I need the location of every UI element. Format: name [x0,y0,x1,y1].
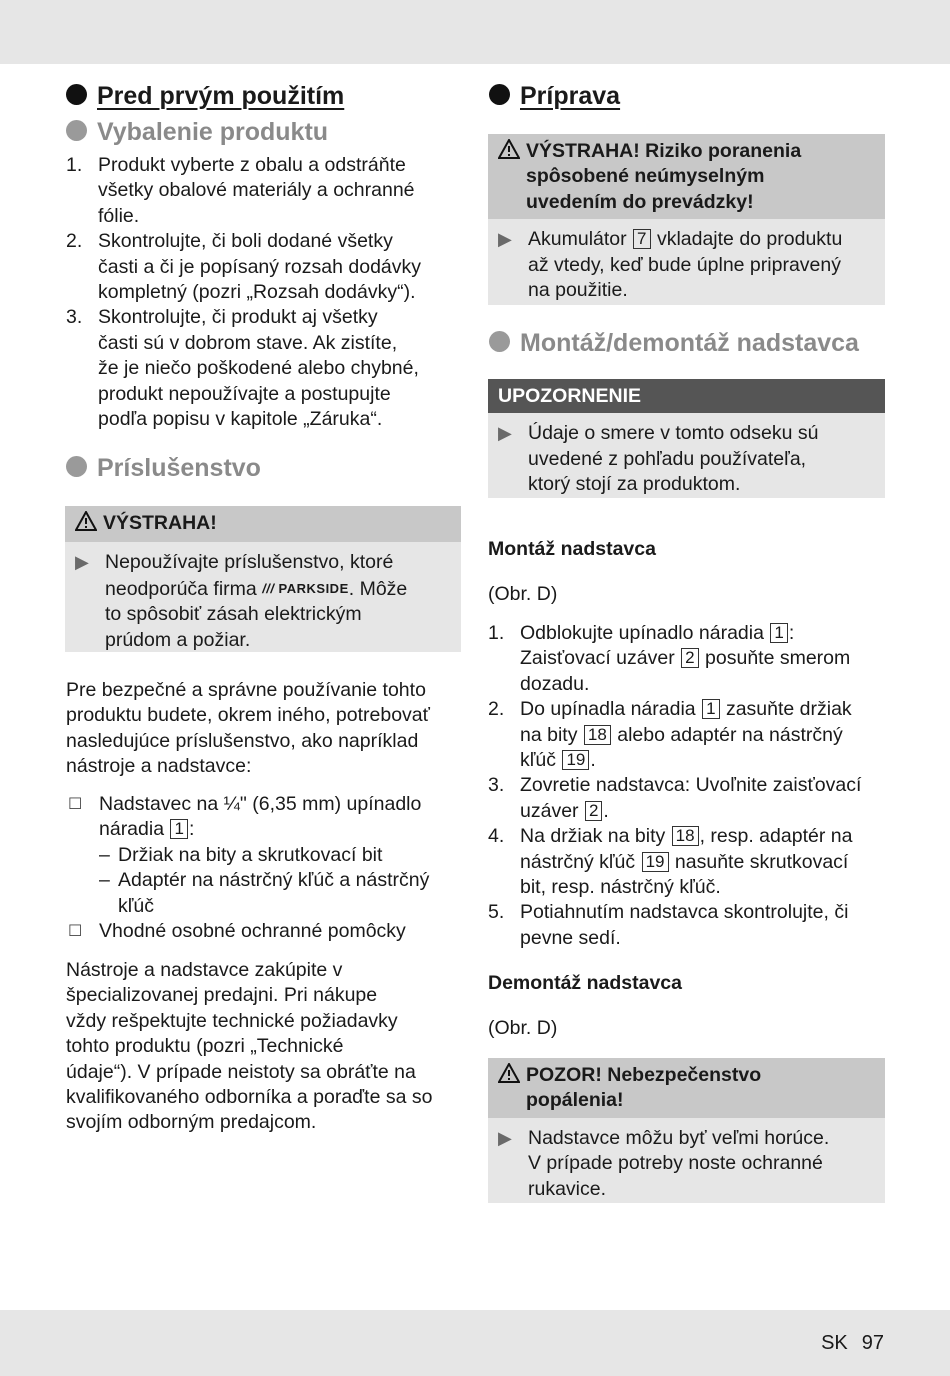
warning-body: ▶ Nepoužívajte príslušenstvo, ktoré neodporúča firma /// PARKSIDE. Môže to spôsobiť zásah elektrickým prúdom a požiar. [75,551,408,651]
list-item: ☐ Nadstavec na ¼" (6,35 mm) upínadlo náradia 1 : – Držiak na bity a skrutkovací bit – Adaptér na nástrčný kľúč a nástrčný kľúč [66,792,466,919]
page-footer [807,1331,884,1355]
top-bar [0,0,950,64]
warning-header: VÝSTRAHA! Riziko poranenia spôsobené neúmyselným uvedením do prevádzky! [488,134,885,219]
figure-ref: (Obr. D) [488,583,558,605]
list-item: – Držiak na bity a skrutkovací bit [99,843,383,866]
section-title-preparation: Príprava [489,81,620,111]
arrow-right-icon: ▶ [75,552,89,573]
page-number: 97 [861,1332,884,1354]
checkbox-square-icon: ☐ [68,796,83,813]
list-item: 1. Odblokujte upínadlo náradia 1 : Zaisťovací uzáver 2 posuňte smerom dozadu. [488,622,851,695]
note-box [488,379,885,498]
list-item: ☐ Vhodné osobné ochranné pomôcky [66,919,466,944]
bullet-dot-icon [489,84,510,105]
reference-number: 2 [585,801,602,821]
list-item: 1. Produkt vyberte z obalu a odstráňte všetky obalové materiály a ochranné fólie. [66,154,415,227]
heading-dismount: Demontáž nadstavca [488,972,682,994]
list-item: 3. Skontrolujte, či produkt aj všetky časti sú v dobrom stave. Ak zistíte, že je niečo poškodené alebo chybné, produkt nepoužívajte a postupujte podľa popisu v kapitole „Záruka“. [66,306,419,431]
language-code: SK [821,1332,848,1354]
reference-number: 1 [770,623,787,643]
reference-number: 7 [633,229,650,249]
arrow-right-icon: ▶ [498,423,512,444]
list-item: 4. Na držiak na bity 18 , resp. adaptér na nástrčný kľúč 19 nasuňte skrutkovací bit, resp. nástrčný kľúč. [488,825,853,899]
list-item: 5. Potiahnutím nadstavca skontrolujte, či pevne sedí. [488,901,849,949]
note-header: UPOZORNENIE [488,379,885,413]
parkside-logo: /// PARKSIDE [262,580,349,596]
reference-number: 1 [170,819,187,839]
warning-header: POZOR! Nebezpečenstvo popálenia! [488,1058,885,1118]
reference-number: 2 [681,648,698,668]
warning-triangle-icon [498,139,520,215]
heading-unpacking: Vybalenie produktu [66,117,328,147]
bullet-dot-icon [489,331,510,352]
caution-box-burn [488,1058,885,1203]
warning-header: VÝSTRAHA! [65,506,461,542]
arrow-right-icon: ▶ [498,1127,512,1148]
warning-body: ▶ Nadstavce môžu byť veľmi horúce. V prípade potreby noste ochranné rukavice. [498,1126,830,1200]
bullet-dot-icon [66,84,87,105]
reference-number: 19 [562,750,589,770]
reference-number: 19 [642,852,669,872]
heading-accessories: Príslušenstvo [66,453,261,483]
list-item: – Adaptér na nástrčný kľúč a nástrčný kľúč [99,869,430,917]
heading-assembly: Montáž/demontáž nadstavca [489,328,859,358]
list-item: 2. Do upínadla náradia 1 zasuňte držiak na bity 18 alebo adaptér na nástrčný kľúč 19 . [488,698,852,772]
note-body: ▶ Údaje o smere v tomto odseku sú uvedené z pohľadu používateľa, ktorý stojí za produktom. [498,422,819,496]
accessories-outro: Nástroje a nadstavce zakúpite v špecializovanej predajni. Pri nákupe vždy rešpektujte technické požiadavky tohto produktu (pozri „Technické údaje“). V prípade neistoty sa obráťte na kvalifikovaného odborníka a poraďte sa so svojím odborným predajcom. [66,959,433,1134]
sublist [99,843,466,919]
reference-number: 18 [672,826,699,846]
heading-mount: Montáž nadstavca [488,538,656,560]
reference-number: 18 [584,725,611,745]
warning-triangle-icon [75,511,97,538]
arrow-right-icon: ▶ [498,229,512,250]
accessories-intro: Pre bezpečné a správne používanie tohto produktu budete, okrem iného, potrebovať nasledujúce príslušenstvo, ako napríklad nástroje a nadstavce: [66,679,430,778]
warning-body: ▶ Akumulátor 7 vkladajte do produktu až vtedy, keď bude úplne pripravený na použitie. [498,228,843,302]
bullet-dot-icon [66,456,87,477]
reference-number: 1 [702,699,719,719]
checkbox-square-icon: ☐ [68,923,83,941]
warning-triangle-icon [498,1063,520,1114]
unpacking-steps [66,153,466,432]
bullet-dot-icon [66,120,87,141]
section-title-before-first-use: Pred prvým použitím [66,81,344,111]
accessories-checklist [66,792,466,944]
warning-box-accessories [65,506,461,652]
warning-box-startup [488,134,885,305]
mount-steps [488,621,888,951]
list-item: 3. Zovretie nadstavca: Uvoľnite zaisťovací uzáver 2 . [488,774,862,822]
figure-ref: (Obr. D) [488,1017,558,1039]
list-item: 2. Skontrolujte, či boli dodané všetky časti a či je popísaný rozsah dodávky kompletný (pozri „Rozsah dodávky“). [66,230,422,304]
